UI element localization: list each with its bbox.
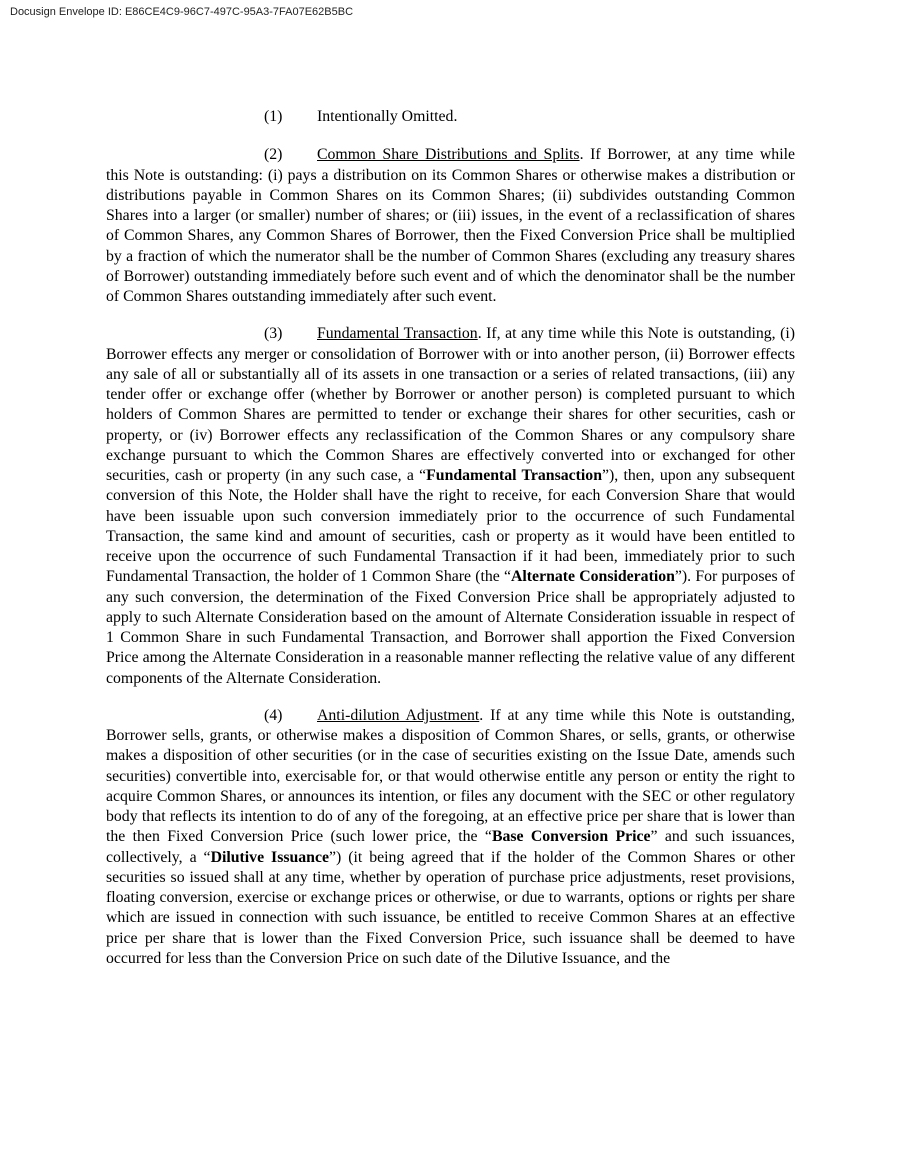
- section-2: [106, 145, 795, 307]
- section-number: (2): [264, 146, 283, 164]
- section-text: ” and such issuances, collectively, a “: [106, 828, 795, 866]
- section-heading: Common Share Distributions and Splits: [317, 146, 580, 164]
- section-text: ”) (it being agreed that if the holder of the Common Shares or other securities so issued shall at any time, whether by operation of purchase price adjustments, reset provisions, floating conversion, exercise or exchange prices or otherwise, or due to warrants, options or rights per share which are issued in connection with such issuance, be entitled to receive Common Shares at an effective price per share that is lower than the Fixed Conversion Price, such issuance shall be deemed to have occurred for less than the Conversion Price on such date of the Dilutive Issuance, and the: [106, 848, 796, 967]
- defined-term: Base Conversion Price: [491, 828, 651, 846]
- section-text: . If, at any time while this Note is outstanding, (i) Borrower effects any merger or consolidation of Borrower with or into another person, (ii) Borrower effects any sale of all or substantially all of its assets in one transaction or a series of related transactions, (iii) any tender offer or exchange offer (whether by Borrower or another person) is completed pursuant to which holders of Common Shares are permitted to tender or exchange their shares for other securities, cash or property, or (iv) Borrower effects any reclassification of the Common Shares or any compulsory share exchange pursuant to which the Common Shares are effectively converted into or exchanged for other securities, cash or property (in any such case, a “: [106, 325, 796, 484]
- section-number: (4): [264, 706, 283, 724]
- defined-term: Alternate Consideration: [511, 568, 675, 586]
- section-number: (1): [264, 108, 283, 125]
- section-text: . If Borrower, at any time while this Note is outstanding: (i) pays a distribution on its Common Shares or otherwise makes a distribution or distributions payable in Common Shares on its Common Shares; (ii) subdivides outstanding Common Shares into a larger (or smaller) number of shares; or (iii) issues, in the event of a reclassification of shares of Common Shares, any Common Shares of Borrower, then the Fixed Conversion Price shall be multiplied by a fraction of which the numerator shall be the number of Common Shares (excluding any treasury shares of Borrower) outstanding immediately before such event and of which the denominator shall be the number of Common Shares outstanding immediately after such event.: [106, 146, 795, 305]
- section-number: (3): [264, 325, 283, 343]
- section-1: [106, 107, 795, 127]
- document-body: [106, 107, 795, 986]
- defined-term: Dilutive Issuance: [210, 848, 329, 866]
- section-text: . If at any time while this Note is outstanding, Borrower sells, grants, or otherwise makes a disposition of Common Shares, or sells, grants, or otherwise makes a disposition of other securities (or in the case of securities existing on the Issue Date, amends such securities) convertible into, exercisable for, or that would otherwise entitle any person or entity the right to acquire Common Shares, or announces its intention, or files any document with the SEC or other regulatory body that reflects its intention to do of any of the foregoing, at an effective price per share that is lower than the then Fixed Conversion Price (such lower price, the “: [106, 706, 795, 846]
- section-3: [106, 324, 795, 689]
- section-text: ”). For purposes of any such conversion, the determination of the Fixed Conversion Price shall be appropriately adjusted to apply to such Alternate Consideration based on the amount of Alternate Consideration issuable in respect of 1 Common Share in such Fundamental Transaction, and Borrower shall apportion the Fixed Conversion Price among the Alternate Consideration in a reasonable manner reflecting the relative value of any different components of the Alternate Consideration.: [106, 568, 795, 687]
- section-text: Intentionally Omitted.: [317, 108, 458, 125]
- section-4: [106, 706, 795, 969]
- section-heading: Fundamental Transaction: [317, 325, 478, 343]
- envelope-id: Docusign Envelope ID: E86CE4C9-96C7-497C-95A3-7FA07E62B5BC: [10, 6, 354, 18]
- defined-term: Fundamental Transaction: [426, 467, 602, 484]
- section-heading: Anti-dilution Adjustment: [317, 706, 480, 724]
- section-text: ”), then, upon any subsequent conversion of this Note, the Holder shall have the right to receive, for each Conversion Share that would have been issuable upon such conversion immediately prior to the occurrence of such Fundamental Transaction, the same kind and amount of securities, cash or property as it would have been entitled to receive upon the occurrence of such Fundamental Transaction if it had been, immediately prior to such Fundamental Transaction, the holder of 1 Common Share (the “: [106, 467, 796, 586]
